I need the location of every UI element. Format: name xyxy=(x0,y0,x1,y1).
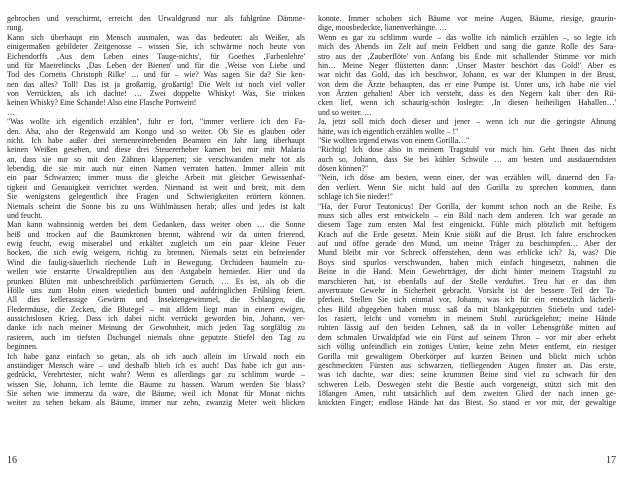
text-line: Beine in die Hand. Mein Gewehrträger, der dicht hinter meinem Tragstuhl zu xyxy=(318,267,616,277)
text-line: war nicht das Gold, das ich beschwor, Johann, es war der Klumpen in der Brust, xyxy=(318,70,616,80)
text-line: mich des Abends im Zelt auf mein Feldbett und sang die ganze Rolle des Sara- xyxy=(318,42,616,52)
text-line: Ich habe ganz einfach so getan, als ob ich auch allein im Urwald noch ein xyxy=(7,351,305,361)
text-line: All dies kellerassige Gewürm und Insektengewimmel, die Schlangen, die xyxy=(7,295,305,305)
text-line: schweren Leib. Deswegen stebt die Bestie auch vorgeneigt, stützt sich mit den xyxy=(318,379,616,389)
text-line: Gorilla mit gewaltigem Oberkörper auf kurzen Beinen und blickt mich schön xyxy=(318,351,616,361)
text-line: schlage ich Sie nieder!" xyxy=(318,192,393,202)
text-line: was ich dachte, war dies: seine krummen Beine sind viel zu schwach für den xyxy=(318,370,616,380)
text-line: 18langen Amen, ruht tatsächlich auf dem zweiten Glied der nach innen ge- xyxy=(318,389,616,398)
text-line: an, dass sie nur so mit den Zähnen klapperten; sie verschwanden mehr tot als xyxy=(7,154,305,164)
text-line: Niemals scheint die Sonne bis zu uns Wühlmäusen herab; alles und jedes ist kalt xyxy=(7,201,305,211)
text-line: den. Aha, also der Regenwald am Kongo und so weiter. Ob Sie es glauben oder xyxy=(7,126,305,136)
text-line: hin… Meine Neger flüsterten dann: ‚Unser Master beschört das Gold!' Aber es xyxy=(318,60,616,70)
text-line: keinen Weißen gesehen, und diese drei Steuererheber kamen bei mir mit Malaria xyxy=(7,145,305,155)
text-line: ches Bild abgegeben haben muss: saß da mit blankgeputzten Stiebeln und tadel- xyxy=(318,304,616,314)
text-line: lebendig, die sie mir auch nur einen Namen verraten hatten. Immer allein mit xyxy=(7,164,305,173)
text-line: nen das alles? Toll! Das ist ja großartig, großartig! Die Welt ist noch viel voller xyxy=(7,79,305,89)
text-line: und für Maeterlincks ‚Das Leben der Bienen' und für die ‚Weise von Liebe und xyxy=(7,60,305,70)
text-line: Boys sind spurlos verschwunden, haben mich einfach hingesetzt, nahmen die xyxy=(318,257,616,267)
text-line: … xyxy=(7,107,15,117)
text-line: "Richtig! Ich dose also in meinem Tragstuhl vor mich hin. Geht Ihnen das nicht xyxy=(318,145,616,155)
right-page-text xyxy=(318,14,616,408)
text-line: los rasiert, leicht und vornehm in meinem Stuhl zurückgelehnt; meine Hände xyxy=(318,314,616,323)
text-line: gebrochen und verschirmt, erreicht den Urwaldgrund nur als fahlgrüne Dämme- xyxy=(7,14,305,23)
text-line: und feucht. xyxy=(7,210,43,220)
text-line: Krach auf die Erde gesetzt. Mein Knie stößt auf die Brust. Ich fahre erschrocken xyxy=(318,229,616,239)
text-line: Kann sich überhaupt ein Mensch ausmalen, was das bedeutet: als Weißer, als xyxy=(7,32,305,42)
right-page xyxy=(310,0,620,480)
text-line: weilen wie erstarrte Urwaldreptilien aus den Astgabeln hernieder. Hier und da xyxy=(7,267,305,277)
text-line: anvertraute Gewehr in Sicherheit gebracht. Vorsicht ist der bessere Teil der Ta- xyxy=(318,285,616,295)
text-line: anständiger Mensch wäre – und deshalb blieb ich es auch! Das habe ich gut aus- xyxy=(7,360,305,370)
text-line: geschmeckten Fürsten aus schwarzen, tiefliegenden Augen finster an. Das erste, xyxy=(318,360,616,370)
text-line: "Ha, der Furor Teutonicus! Der Gorilla, der kommt schon noch an die Reihe. Es xyxy=(318,201,616,211)
text-line: knickten Finger; endlose Hände hat das Biest. So stand er vor mir, der gewaltige xyxy=(318,398,616,408)
text-line: aussichtslosen Krieg. Dass ich dabei nicht verrückt geworden bin, Johann, ver- xyxy=(7,314,305,323)
text-line: marschieren hat, ist ebenfalls auf der Stelle verduftet. Treu hat er das ihm xyxy=(318,276,616,286)
text-line: "Sie wollten irgend etwas von einem Gorilla…" xyxy=(318,135,470,145)
text-line: Wind die faulig-säuerlich riechende Luft in Bewegung. Orchideen baumeln zu- xyxy=(7,257,305,267)
text-line: wissen Sie, Johann, ich lernte die Bäume zu hassen. Warum werden Sie blass? xyxy=(7,379,305,389)
text-line: danke ich nach meiner Meinung der Gewohnheit, mich jeden Tag sorgfältig zu xyxy=(7,323,305,333)
text-line: Sie wenigstens gelegentlich ihre Fragen und Schwierigkeiten erörtern können. xyxy=(7,192,305,202)
text-line: Sie sehen wie immerzu da ware, die Bäume, weil ich Monat für Monat nichts xyxy=(7,389,305,398)
text-line: von Ärzten gehalten! Aber ich versteht, dass es den Negern kalt über den Rü- xyxy=(318,89,616,98)
text-line: rung. xyxy=(7,23,24,33)
left-page-number: 16 xyxy=(7,455,17,466)
text-line: ein paar Schwarzen; immer muss die gleiche Arbeit mit gleicher Gewissenhaf- xyxy=(7,173,305,183)
text-line: ruhten lässig auf den beiden Lehnen, saß da in voller Lebensgröße mitten auf xyxy=(318,323,616,333)
text-line: beginnen. xyxy=(7,342,38,352)
text-line: Ja, jetzt soll mich doch dieser und jener – wenn ich nur die geringste Ahnung xyxy=(318,117,616,127)
text-line: weiter zu sehen bekam als Bäume, immer nur zehn, zwanzig Meter weit blicken xyxy=(7,398,305,408)
left-page-text xyxy=(7,14,305,408)
text-line: von Verrückten, als ich dachte! … Zwei doppelte Whisky! Was, Sie trinken xyxy=(7,89,305,98)
text-line: gedrückt, Verehrtester, nicht wahr? Wenn es allerdings gar zu schlimm wurde – xyxy=(7,370,305,380)
text-line: nicht. Ich habe außer drei sternenreinrebenden Beamten ein Jahr lang überhaupt xyxy=(7,135,305,145)
text-line: Eichendorffs ‚Aus dem Leben eines Tauge-nichts', für Goethes ‚Farbenlehre' xyxy=(7,51,305,61)
text-line: dösen können?" xyxy=(318,164,369,173)
text-line: auf und öffne gerade den Mund, um meine Träger zu beschimpfen… Aber der xyxy=(318,239,616,248)
text-line: heiß und trocken auf die Baumkronen brennt, während wir da unten frierend, xyxy=(7,229,305,239)
text-line: rasieren, auch im tiefsten Dschungel niemals ohne geputzte Stiefel den Tag zu xyxy=(7,332,305,342)
text-line: "Was wollte ich eigentlich erzählen", fuhr er fort, "immer verliere ich den Fa- xyxy=(7,117,305,127)
text-line: einigermaßen gebildeter Zeitgenosse – wissen Sie, ich schwärme noch heute von xyxy=(7,42,305,52)
text-line: dige, moosbedeckte, lianenverhängte. … xyxy=(318,23,447,33)
text-line: stro aus der ‚Zauberflöte' von Anfang bis Ende mit schallender Stimme vor mich xyxy=(318,51,616,61)
text-line: prunken Blüten mit unbeschreiblich parfümiertem Geruch. … Es ist, als ob die xyxy=(7,276,305,286)
text-line: von dem die Ärzte behaupten, das er eine Pumpe ist. Unter uns, ich habe nie viel xyxy=(318,79,616,89)
text-line: tigkeit und Genauigkeit verrichtet werden. Niemand ist weit und breit, mit dem xyxy=(7,182,305,192)
text-line: konnte. Immer schoben sich Bäume vor meine Augen, Bäume, riesige, graurin- xyxy=(318,14,616,23)
text-line: pferkeit. Stellen Sie sich einmal vor, Johann, was ich für ein entsetzlich lächerli- xyxy=(318,295,616,305)
text-line: Wenn es gar zu schlimm wurde – das wollte ich nämlich erzählen –, so legte ich xyxy=(318,32,616,42)
text-line: hocken, die sich ewig weigern, richtig zu brennen. Niemals setzt ein befreiender xyxy=(7,248,305,258)
right-page-number: 17 xyxy=(606,455,616,466)
text-line: diesem Tage zum ersten Mal fest eingenickt. Fühle mich plötzlich mit heftigem xyxy=(318,220,616,230)
text-line: und so weiter. … xyxy=(318,107,372,117)
text-line: keinen Whisky? Eine Schande! Also eine Flasche Portwein! xyxy=(7,98,197,108)
text-line: ewig feucht, ewig miserabel und erkältet zugleich um ein paar kleine Feuer xyxy=(7,239,305,248)
text-line: dem schmalen Urwaldpfad wie ein Fürst auf seinem Thron – vor mir aber erhebt xyxy=(318,332,616,342)
text-line: muss sich alles erst entwickeln – ein Bild nach dem anderen. Ich war gerade an xyxy=(318,210,616,220)
text-line: auch so, Johann, dass Sie bei kühler Schwüle … am besten und ausdauerndsten xyxy=(318,154,616,164)
text-line: hätte, was ich eigentlich erzählen wollte – !" xyxy=(318,126,459,136)
text-line: cken lief, wenn ich schaurig-schön loslegte: ‚In diesen heiheiligen Hahallen…' xyxy=(318,98,616,108)
text-line: Man kann wahnsinnig werden bei dem Gedanken, dass weiter oben … die Sonne xyxy=(7,220,305,230)
text-line: sich völlig unfeindlich ein zottiges Untier, keine zehn Meter entfernt, ein riesiger xyxy=(318,342,616,352)
text-line: Mund bleibt mir vor Schreck offenstehen, denn was erblicke ich? Ja, was? Die xyxy=(318,248,616,258)
text-line: Fledermäuse, die Zecken, die Blutegel – mit alldem liegt man in einem ewigen, xyxy=(7,304,305,314)
text-line: "Nein, ich döse am besten, wenn einer, der was erzählen will, dauernd den Fa- xyxy=(318,173,616,183)
text-line: den verliert. Wenn Sie nicht bald auf den Gorilla zu sprechen kommen, dann xyxy=(318,182,616,192)
text-line: Tod des Cornetts Christoph Rilke' … und für – wie? Was sagen Sie da? Sie ken- xyxy=(7,70,305,80)
text-line: Hölle uns zum Hohn einen wiederlich bunten und aufdringlichen Frühling feiert. xyxy=(7,285,305,295)
